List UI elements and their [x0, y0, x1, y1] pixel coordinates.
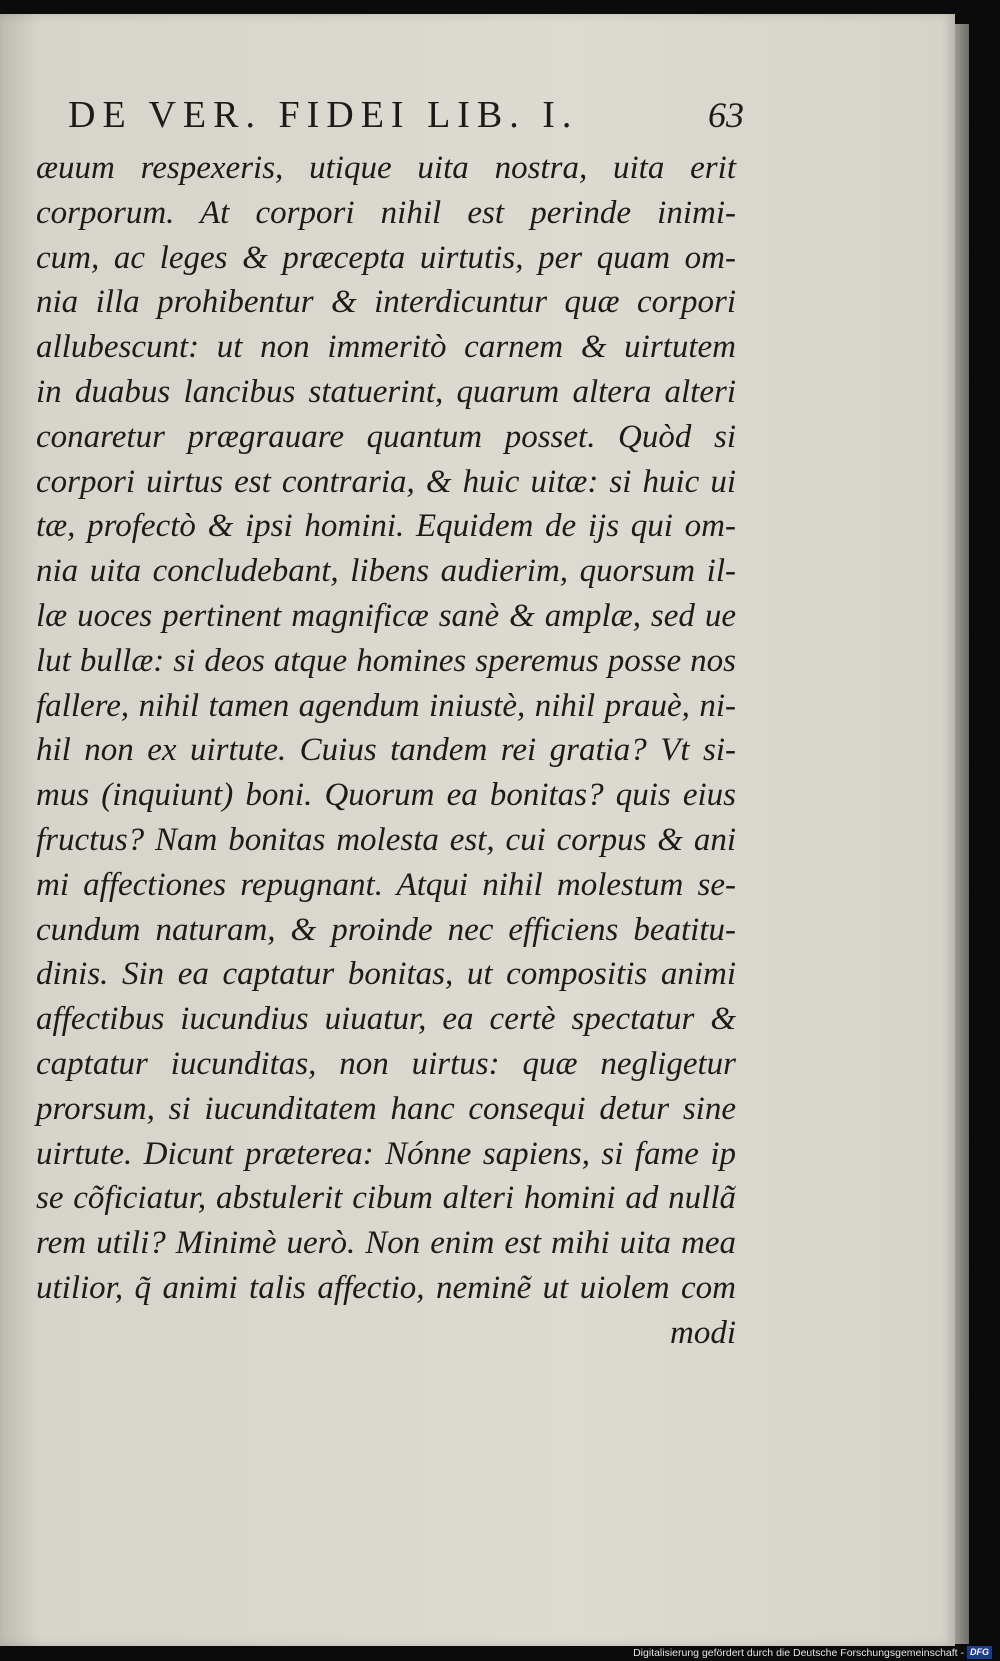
text-line: cundum naturam, & proinde nec efficiens beatitu-: [36, 911, 736, 948]
catchword: modi: [670, 1314, 736, 1351]
running-header: [68, 90, 744, 140]
text-line: allubescunt: ut non immeritò carnem & uirtutem: [36, 329, 736, 366]
text-line: corpori uirtus est contraria, & huic uitæ: si huic ui: [36, 463, 736, 500]
text-line: rem utili? Minimè uerò. Non enim est mihi uita mea: [36, 1225, 736, 1262]
text-line: fallere, nihil tamen agendum iniustè, nihil prauè, ni-: [36, 687, 736, 724]
text-line: in duabus lancibus statuerint, quarum altera alteri: [36, 373, 736, 410]
text-line: mus (inquiunt) boni. Quorum ea bonitas? quis eius: [36, 777, 736, 814]
text-line: mi affectiones repugnant. Atqui nihil molestum se-: [36, 866, 736, 903]
body-text: [36, 146, 736, 1356]
text-line: cum, ac leges & præcepta uirtutis, per quam om-: [36, 239, 736, 276]
text-line: utilior, q̃ animi talis affectio, neminẽ ut uiolem com: [36, 1269, 736, 1306]
footer-credit: [633, 1646, 992, 1659]
text-line: captatur iucunditas, non uirtus: quæ negligetur: [36, 1045, 736, 1082]
text-line: lut bullæ: si deos atque homines speremus posse nos: [36, 642, 736, 679]
footer-credit-text: Digitalisierung gefördert durch die Deutsche Forschungsgemeinschaft -: [633, 1646, 964, 1659]
running-title: DE VER. FIDEI LIB. I.: [68, 94, 579, 136]
text-line: tæ, profectò & ipsi homini. Equidem de ijs qui om-: [36, 508, 736, 545]
text-line: se cõficiatur, abstulerit cibum alteri homini ad nullã: [36, 1180, 736, 1217]
text-line: æuum respexeris, utique uita nostra, uita erit: [36, 150, 736, 186]
text-line: affectibus iucundius uiuatur, ea certè spectatur &: [36, 1001, 736, 1038]
text-line: nia illa prohibentur & interdicuntur quæ corpori: [36, 284, 736, 321]
page-edge: [955, 24, 969, 1644]
text-line: prorsum, si iucunditatem hanc consequi detur sine: [36, 1090, 736, 1127]
text-line: nia uita concludebant, libens audierim, quorsum il-: [36, 553, 736, 590]
text-line: fructus? Nam bonitas molesta est, cui corpus & ani: [36, 821, 736, 858]
text-line: uirtute. Dicunt præterea: Nónne sapiens, si fame ip: [36, 1135, 736, 1172]
text-line: dinis. Sin ea captatur bonitas, ut compositis animi: [36, 956, 736, 993]
dfg-logo: DFG: [967, 1646, 992, 1659]
text-line: conaretur prægrauare quantum posset. Quòd si: [36, 418, 736, 455]
text-line: corporum. At corpori nihil est perinde inimi-: [36, 194, 736, 231]
text-line: hil non ex uirtute. Cuius tandem rei gratia? Vt si-: [36, 732, 736, 769]
text-line: læ uoces pertinent magnificæ sanè & amplæ, sed ue: [36, 597, 736, 634]
page-number: 63: [708, 95, 744, 135]
